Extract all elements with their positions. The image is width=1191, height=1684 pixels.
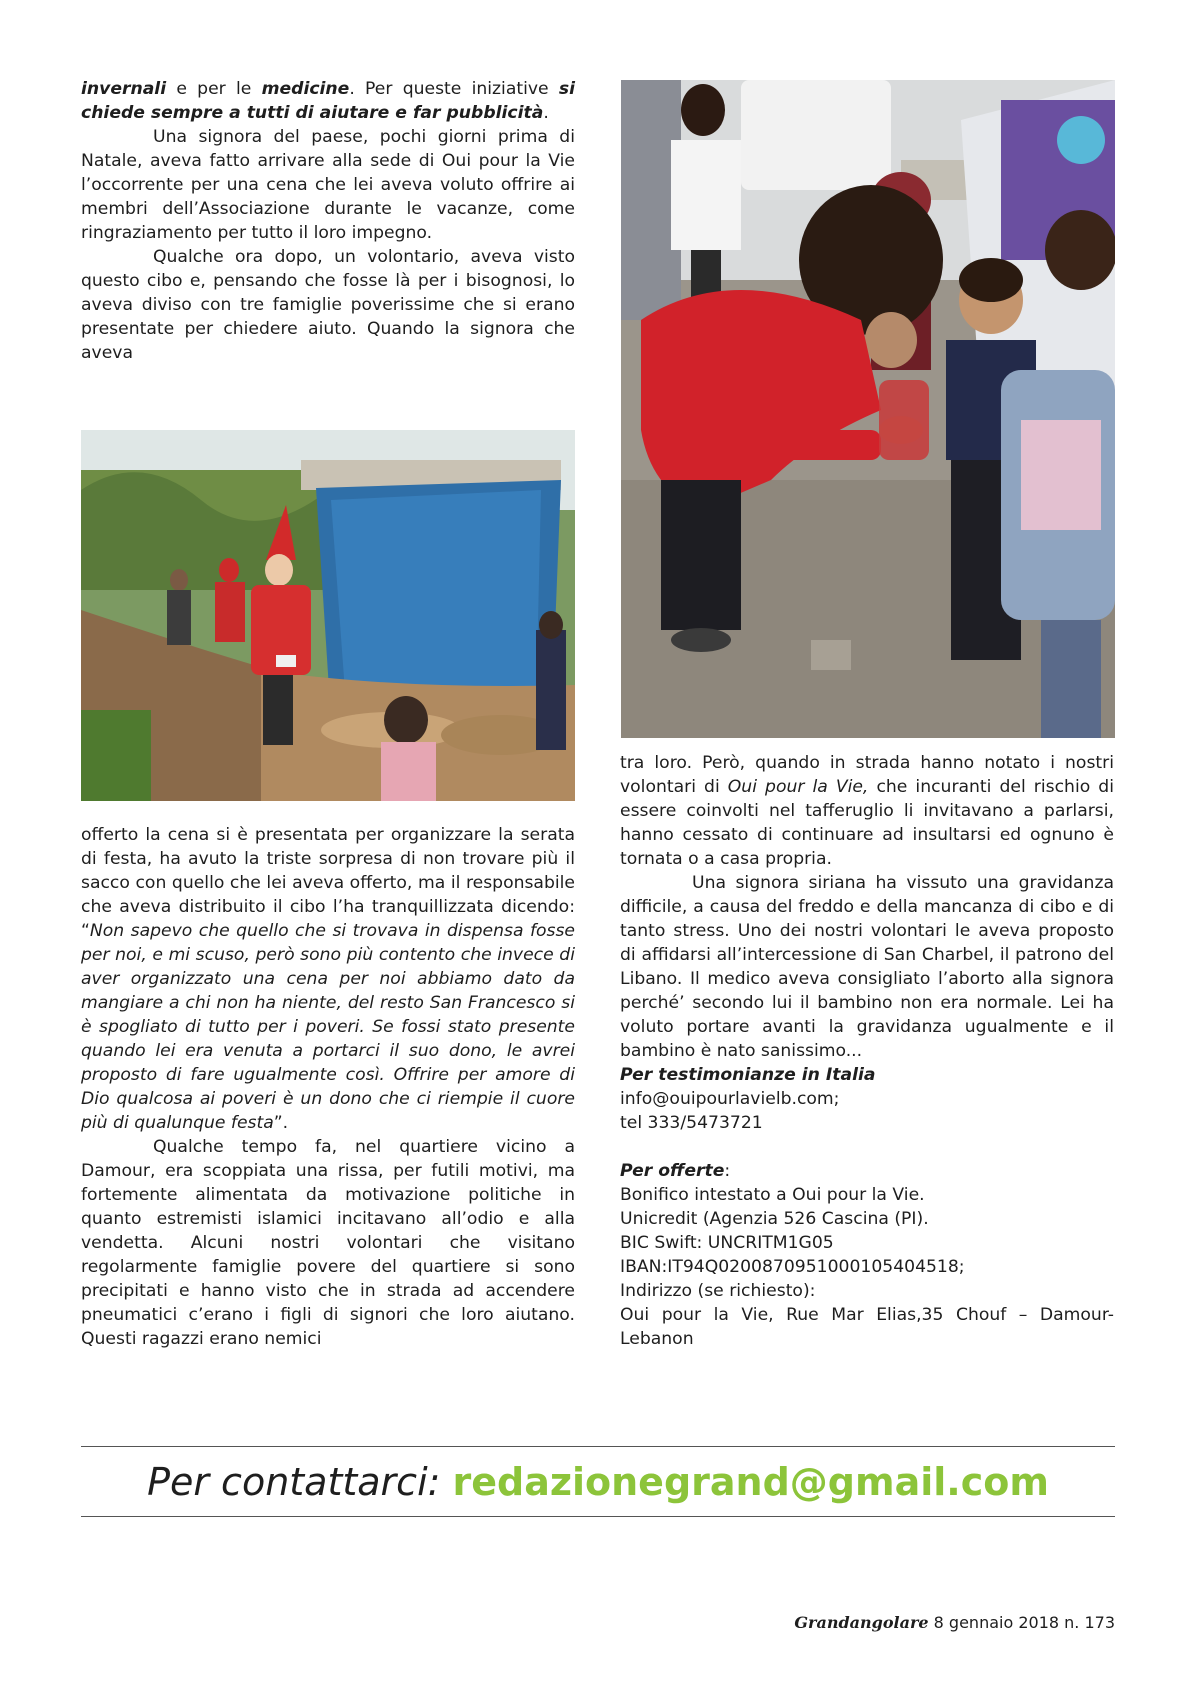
text: offerto la cena si è presentata per organizzare la serata di festa, ha avuto la triste sorpresa di non trovare più il sacco con quello che lei aveva offerto, ma il responsabile che aveva distribuito il cibo l’ha tranquillizzata dicendo: “: [81, 825, 575, 941]
text: .: [543, 103, 549, 123]
contact-banner: [81, 1452, 1115, 1512]
testimonials-heading: Per testimonianze in Italia: [620, 1065, 876, 1085]
column-1-top-text: [81, 77, 575, 365]
bold-text: si chiede sempre a tutti di aiutare e far pubblicità: [81, 79, 575, 123]
paragraph-pregnancy: Una signora siriana ha vissuto una gravidanza difficile, a causa del freddo e della mancanza di cibo e di tanto stress. Uno dei nostri volontari le aveva proposto di affidarsi all’intercessione di San Charbel, il patrono del Libano. Il medico aveva consigliato l’aborto alla signora perché’ secondo lui il bambino non era normale. Lei ha voluto portare avanti la gravidanza ugualmente e il bambino è nato sanissimo...: [620, 873, 1114, 1061]
photo-santa-volunteers: [81, 430, 575, 801]
text: . Per queste iniziative: [349, 79, 559, 99]
offers-line: IBAN:IT94Q0200870951000105404518;: [620, 1257, 965, 1277]
bold-text: invernali: [81, 79, 167, 99]
quote-text: Non sapevo che quello che si trovava in dispensa fosse per noi, e mi scuso, però sono più contento che invece di aver organizzato una cena per noi abbiamo dato da mangiare a chi non ha niente, del resto San Francesco si è spogliato di tutto per i poveri. Se fossi stato presente quando lei era venuta a portarci il suo dono, le avrei proposto di fare ugualmente così. Offrire per amore di Dio qualcosa ai poveri è un dono che ci riempie il cuore più di qualunque festa: [81, 921, 575, 1133]
divider-top: [81, 1446, 1115, 1447]
offers-heading: Per offerte: [620, 1161, 725, 1181]
offers-line: Oui pour la Vie, Rue Mar Elias,35 Chouf – Damour- Lebanon: [620, 1305, 1114, 1349]
contact-email-link[interactable]: redazionegrand@gmail.com: [452, 1460, 1049, 1504]
issue-info: 8 gennaio 2018 n. 173: [928, 1613, 1115, 1632]
divider-bottom: [81, 1516, 1115, 1517]
magazine-name: Grandangolare: [794, 1613, 929, 1632]
offers-line: Bonifico intestato a Oui pour la Vie.: [620, 1185, 925, 1205]
text: ”.: [273, 1113, 289, 1133]
column-2-text: [620, 751, 1114, 1351]
italic-text: Oui pour la Vie,: [727, 777, 869, 797]
paragraph-fight: Qualche tempo fa, nel quartiere vicino a Damour, era scoppiata una rissa, per futili motivi, ma fortemente alimentata da motivazione politiche in quanto estremisti islamici incitavano all’odio e alla vendetta. Alcuni nostri volontari che visitano regolarmente famiglie povere del quartiere si sono precipitati e hanno visto che in strada ad accendere pneumatici c’erano i figli di signori che loro aiutano. Questi ragazzi erano nemici: [81, 1137, 575, 1349]
offers-line: BIC Swift: UNCRITM1G05: [620, 1233, 834, 1253]
text: e per le: [166, 79, 262, 99]
contact-label: Per contattarci:: [147, 1460, 453, 1504]
page-footer: [794, 1612, 1115, 1634]
paragraph-dinner: Una signora del paese, pochi giorni prima di Natale, aveva fatto arrivare alla sede di Oui pour la Vie l’occorrente per una cena che lei aveva voluto offrire ai membri dell’Associazione durante le vacanze, come ringraziamento per tutto il loro impegno.: [81, 127, 575, 243]
text: tra loro. Però, quando in strada hanno notato i nostri volontari di: [620, 753, 1114, 797]
testimonials-phone: tel 333/5473721: [620, 1113, 763, 1133]
bold-text: medicine: [261, 79, 350, 99]
testimonials-email[interactable]: info@ouipourlavielb.com;: [620, 1089, 840, 1109]
text: :: [724, 1161, 731, 1181]
spacer: [620, 1135, 1114, 1159]
paragraph-quote: [81, 823, 575, 1135]
paragraph-intro: [81, 77, 575, 125]
paragraph-reconciliation: [620, 751, 1114, 871]
offers-line: Indirizzo (se richiesto):: [620, 1281, 816, 1301]
text: che incuranti del rischio di essere coinvolti nel tafferuglio li invitavano a parlarsi, hanno cessato di continuare ad insultarsi ed ognuno è tornata o a casa propria.: [620, 777, 1114, 869]
paragraph-volunteer: Qualche ora dopo, un volontario, aveva visto questo cibo e, pensando che fosse là per i bisognosi, lo aveva diviso con tre famiglie poverissime che si erano presentate per chiedere aiuto. Quando la signora che aveva: [81, 247, 575, 363]
column-1-bottom-text: [81, 823, 575, 1351]
offers-heading-line: [620, 1159, 1114, 1183]
offers-line: Unicredit (Agenzia 526 Cascina (PI).: [620, 1209, 929, 1229]
photo-volunteer-children: [621, 80, 1115, 738]
